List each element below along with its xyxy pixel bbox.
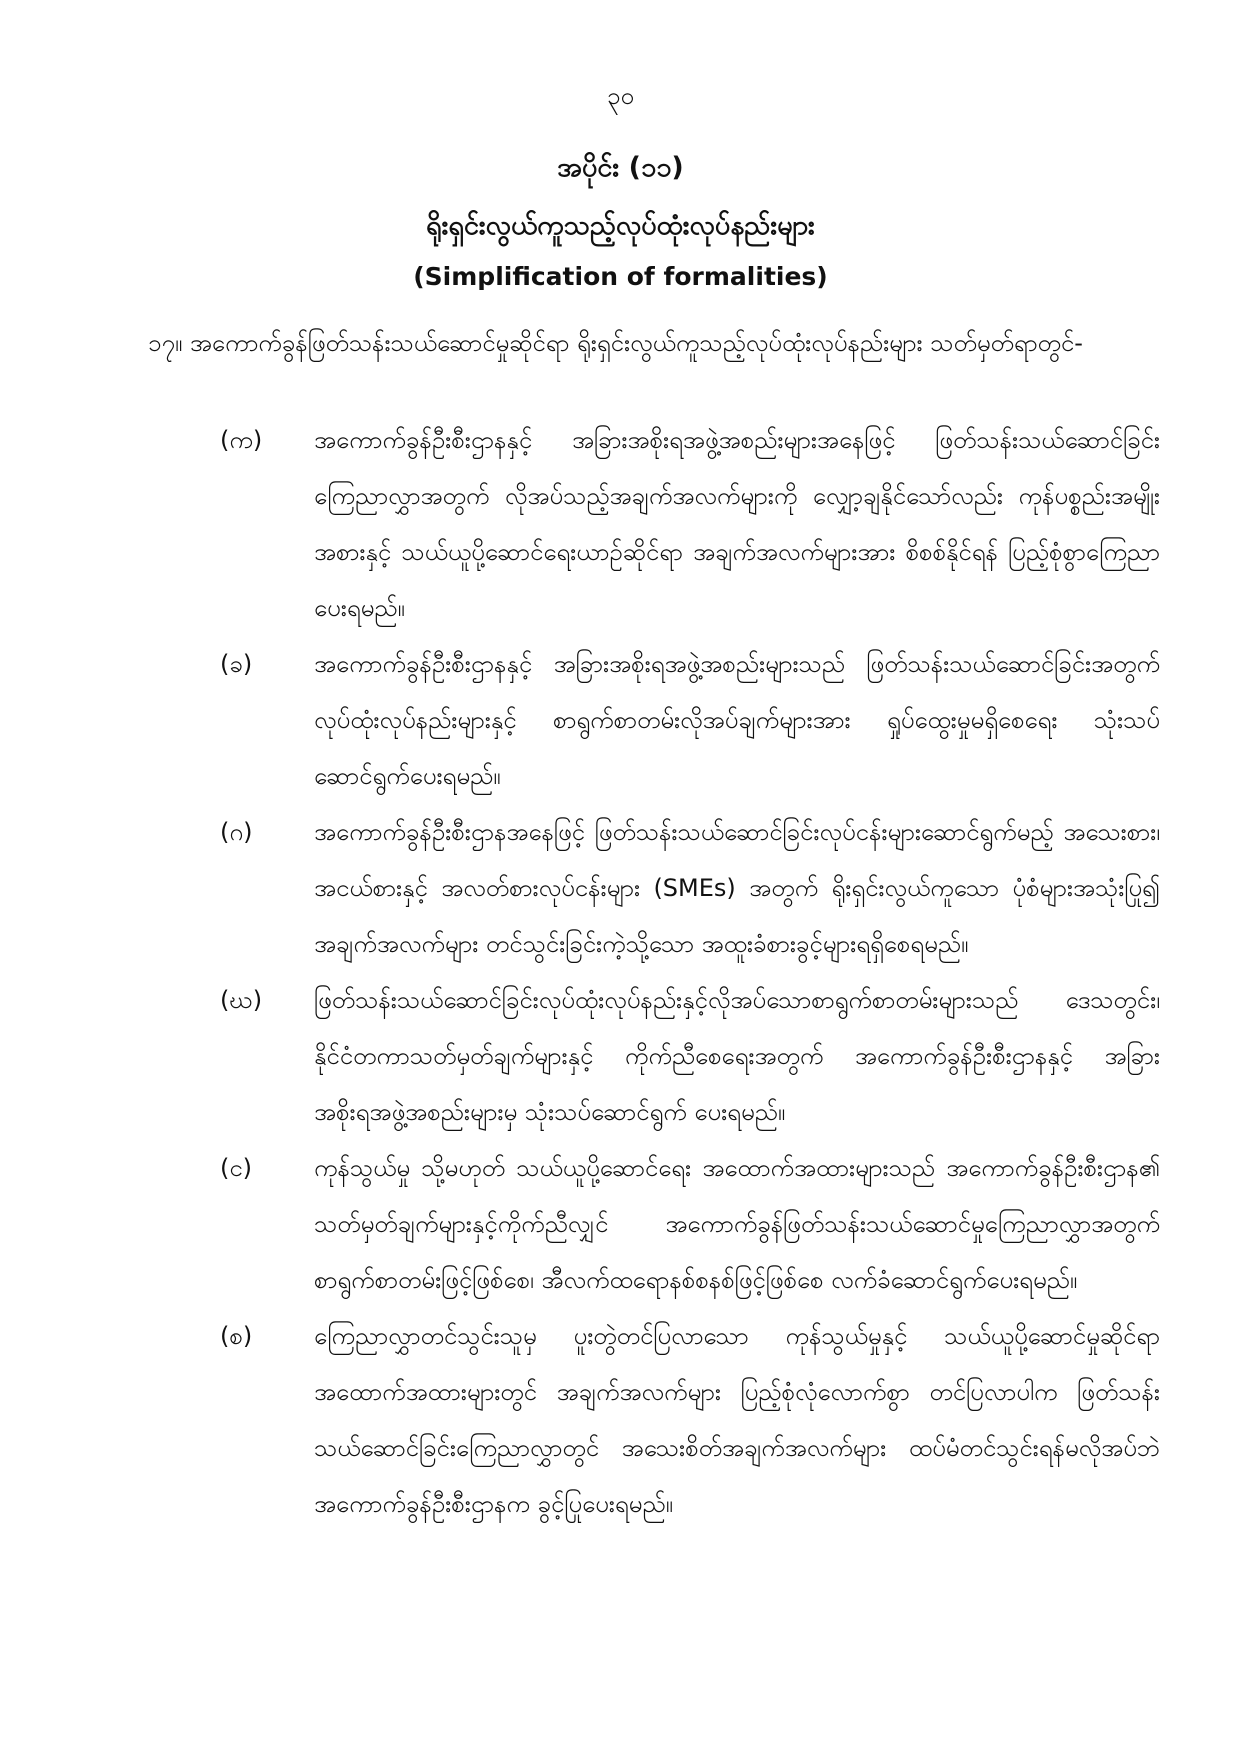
- item-text: ကြေညာလွှာတင်သွင်းသူမှ ပူးတွဲတင်ပြလာသော ကုန်သွယ်မှုနှင့် သယ်ယူပို့ဆောင်မှုဆိုင်ရာ အထောက်အထားများတွင် အချက်အလက်များ ပြည့်စုံလုံလောက်စွာ တင်ပြလာပါက ဖြတ်သန်းသယ်ဆောင်ခြင်းကြေညာလွှာတွင် အသေးစိတ်အချက်အလက်များ ထပ်မံတင်သွင်းရန်မလိုအပ်ဘဲ အကောက်ခွန်ဦးစီးဌာနက ခွင့်ပြုပေးရမည်။: [314, 1322, 1160, 1518]
- item-label: (င): [220, 1154, 253, 1182]
- page-number: ၃၀: [607, 82, 634, 110]
- list-item: [148, 412, 1160, 636]
- item-text: ကုန်သွယ်မှု သို့မဟုတ် သယ်ယူပို့ဆောင်ရေး အထောက်အထားများသည် အကောက်ခွန်ဦးစီးဌာန၏ သတ်မှတ်ချက်များနှင့်ကိုက်ညီလျှင် အကောက်ခွန်ဖြတ်သန်းသယ်ဆောင်မှုကြေညာလွှာအတွက် စာရွက်စာတမ်းဖြင့်ဖြစ်စေ၊ အီလက်ထရောနစ်စနစ်ဖြင့်ဖြစ်စေ လက်ခံဆောင်ရွက်ပေးရမည်။: [314, 1154, 1160, 1294]
- list-item: [148, 972, 1160, 1140]
- item-text: အကောက်ခွန်ဦးစီးဌာနနှင့် အခြားအစိုးရအဖွဲ့အစည်းများသည် ဖြတ်သန်းသယ်ဆောင်ခြင်းအတွက် လုပ်ထုံးလုပ်နည်းများနှင့် စာရွက်စာတမ်းလိုအပ်ချက်များအား ရှုပ်ထွေးမှုမရှိစေရေး သုံးသပ်ဆောင်ရွက်ပေးရမည်။: [314, 650, 1160, 790]
- section-subtitle: (Simplification of formalities): [413, 262, 828, 291]
- part-title: အပိုင်း (၁၁): [557, 152, 684, 183]
- list-item: [148, 804, 1160, 972]
- item-text: အကောက်ခွန်ဦးစီးဌာနအနေဖြင့် ဖြတ်သန်းသယ်ဆောင်ခြင်းလုပ်ငန်းများဆောင်ရွက်မည့် အသေးစား၊ အငယ်စားနှင့် အလတ်စားလုပ်ငန်းများ (SMEs) အတွက် ရိုးရှင်းလွယ်ကူသော ပုံစံများအသုံးပြု၍ အချက်အလက်များ တင်သွင်းခြင်းကဲ့သို့သော အထူးခံစားခွင့်များရရှိစေရမည်။: [314, 818, 1160, 958]
- list-item: [148, 636, 1160, 804]
- item-label: (စ): [220, 1322, 253, 1350]
- item-label: (ဃ): [220, 986, 263, 1014]
- list-item: [148, 1308, 1160, 1532]
- item-text: ဖြတ်သန်းသယ်ဆောင်ခြင်းလုပ်ထုံးလုပ်နည်းနှင့်လိုအပ်သောစာရွက်စာတမ်းများသည် ဒေသတွင်း၊ နိုင်ငံတကာသတ်မှတ်ချက်များနှင့် ကိုက်ညီစေရေးအတွက် အကောက်ခွန်ဦးစီးဌာနနှင့် အခြားအစိုးရအဖွဲ့အစည်းများမှ သုံးသပ်ဆောင်ရွက် ပေးရမည်။: [314, 986, 1160, 1126]
- item-label: (က): [220, 426, 263, 454]
- item-text: အကောက်ခွန်ဦးစီးဌာနနှင့် အခြားအစိုးရအဖွဲ့အစည်းများအနေဖြင့် ဖြတ်သန်းသယ်ဆောင်ခြင်းကြေညာလွှာအတွက် လိုအပ်သည့်အချက်အလက်များကို လျှော့ချနိုင်သော်လည်း ကုန်ပစ္စည်းအမျိုးအစားနှင့် သယ်ယူပို့ဆောင်ရေးယာဉ်ဆိုင်ရာ အချက်အလက်များအား စိစစ်နိုင်ရန် ပြည့်စုံစွာကြေညာပေးရမည်။: [314, 426, 1160, 622]
- item-label: (ခ): [220, 650, 253, 678]
- item-list: [148, 412, 1160, 1532]
- article-paragraph: ၁၇။ အကောက်ခွန်ဖြတ်သန်းသယ်ဆောင်မှုဆိုင်ရာ ရိုးရှင်းလွယ်ကူသည့်လုပ်ထုံးလုပ်နည်းများ သတ်မှတ်ရာတွင်-: [148, 329, 1083, 357]
- section-title: ရိုးရှင်းလွယ်ကူသည့်လုပ်ထုံးလုပ်နည်းများ: [426, 210, 815, 241]
- list-item: [148, 1140, 1160, 1308]
- item-label: (ဂ): [220, 818, 253, 846]
